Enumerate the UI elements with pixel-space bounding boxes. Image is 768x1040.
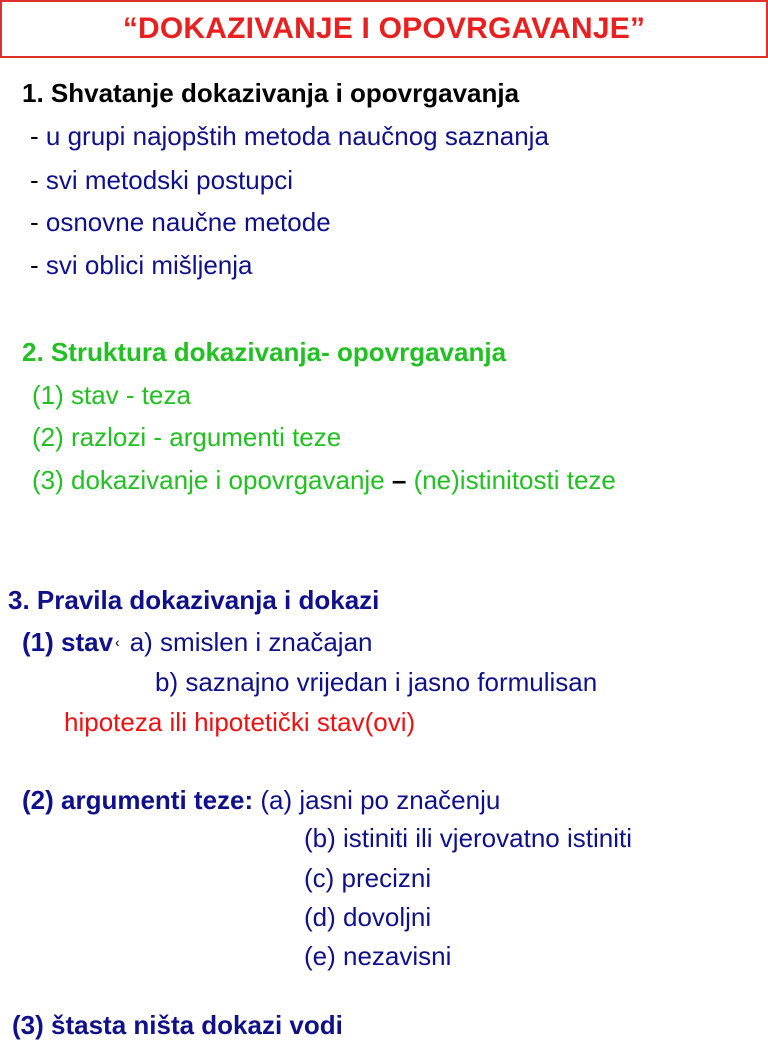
- page-title: “DOKAZIVANJE I OPOVRGAVANJE”: [122, 12, 646, 45]
- section2-heading: 2. Struktura dokazivanja- opovrgavanja: [22, 337, 507, 367]
- section1-item: - osnovne naučne metode: [30, 207, 331, 237]
- section1-item: - svi metodski postupci: [30, 165, 293, 195]
- hypothesis-note: hipoteza ili hipotetički stav(ovi): [64, 707, 416, 737]
- section1-heading: 1. Shvatanje dokazivanja i opovrgavanja: [22, 78, 520, 108]
- arguments-row: (2) argumenti teze: (a) jasni po značenju: [22, 785, 501, 815]
- stav-row: (1) stav ‹ a) smislen i značajan: [22, 627, 373, 657]
- stav-b: b) saznajno vrijedan i jasno formulisan: [155, 667, 598, 697]
- truncated-line: (3) štasta ništa dokazi vodi: [12, 1010, 343, 1040]
- section2-item-1: (1) stav - teza: [32, 380, 191, 410]
- title-box: [0, 0, 768, 58]
- arrow-icon: ‹: [115, 634, 120, 650]
- section2-item-2: (2) razlozi - argumenti teze: [32, 422, 342, 452]
- argument-b: (b) istiniti ili vjerovatno istiniti: [304, 823, 632, 853]
- argument-d: (d) dovoljni: [304, 902, 432, 932]
- section1-item: - svi oblici mišljenja: [30, 250, 253, 280]
- section1-item: - u grupi najopštih metoda naučnog saznanja: [30, 121, 549, 151]
- argument-c: (c) precizni: [304, 863, 432, 893]
- section3-heading: 3. Pravila dokazivanja i dokazi: [8, 585, 380, 615]
- argument-e: (e) nezavisni: [304, 941, 452, 971]
- section2-item-3: (3) dokazivanje i opovrgavanje – (ne)istinitosti teze: [32, 465, 616, 495]
